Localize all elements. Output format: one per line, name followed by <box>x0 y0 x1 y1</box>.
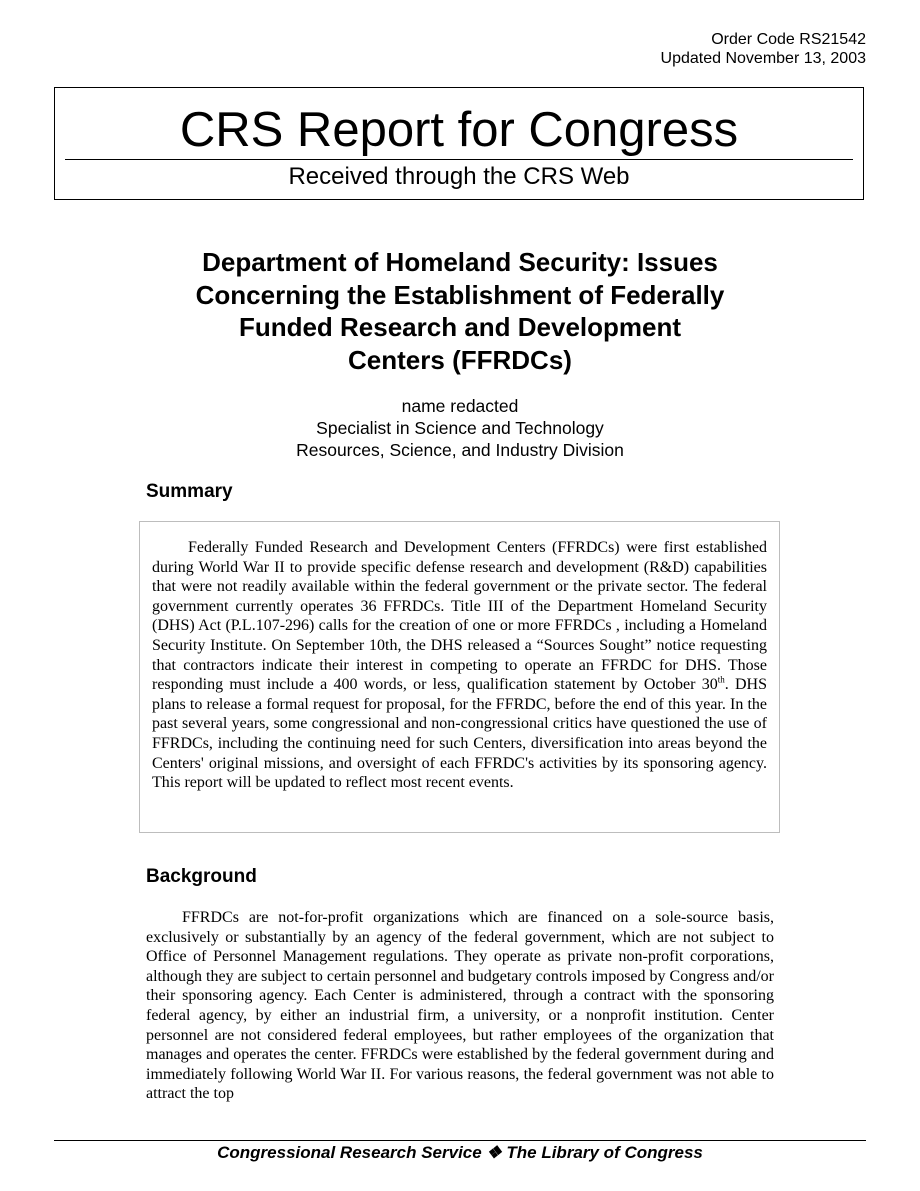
banner-divider <box>65 159 853 160</box>
author-title: Specialist in Science and Technology <box>316 418 604 438</box>
author-block <box>0 395 920 461</box>
footer-text: Congressional Research Service ❖ The Library of Congress <box>217 1143 703 1162</box>
footer-divider <box>54 1140 866 1141</box>
title-line: Concerning the Establishment of Federally <box>195 279 725 310</box>
background-section <box>146 908 774 1104</box>
author-division: Resources, Science, and Industry Division <box>296 440 624 460</box>
banner-subtitle: Received through the CRS Web <box>288 163 630 190</box>
summary-superscript: th <box>717 674 725 685</box>
title-line: Funded Research and Development <box>238 312 682 342</box>
title-line: Centers (FFRDCs) <box>348 344 572 375</box>
background-heading: Background <box>146 866 257 887</box>
order-code: Order Code RS21542 <box>711 31 866 48</box>
summary-paragraph <box>152 538 767 793</box>
summary-text-before: Federally Funded Research and Development Centers (FFRDCs) were first established during World War II to provide specific defense research and development (R&D) capabilities that were not readily available within the federal government or the private sector. The federal government currently operates 36 FFRDCs. Title III of the Department Homeland Security (DHS) Act (P.L.107-296) calls for the creation of one or more FFRDCs , including a Homeland Security Institute. On September 10th, the DHS released a “Sources Sought” notice requesting that contractors indicate their interest in competing to operate an FFRDC for DHS. Those responding must include a 400 words, or less, qualification statement by October 30 <box>152 539 767 694</box>
summary-heading: Summary <box>146 481 233 502</box>
banner-title: CRS Report for Congress <box>179 103 739 157</box>
updated-date: Updated November 13, 2003 <box>660 50 866 67</box>
author-name: name redacted <box>401 396 519 416</box>
crs-banner <box>54 87 864 200</box>
summary-text-after: . DHS plans to release a formal request for proposal, for the FFRDC, before the end of this year. In the past several years, some congressional and non-congressional critics have questioned the use of FFRDCs, including the continuing need for such Centers, diversification into areas beyond the Centers' original missions, and oversight of each FFRDC's activities by its sponsoring agency. This report will be updated to reflect most recent events. <box>152 676 767 792</box>
order-code-block <box>661 30 866 68</box>
background-paragraph: FFRDCs are not-for-profit organizations which are financed on a sole-source basis, exclusively or substantially by an agency of the federal government, which are not subject to Office of Personnel Management regulations. They operate as private non-profit corporations, although they are subject to certain personnel and budgetary controls imposed by Congress and/or their sponsoring agency. Each Center is administered, through a contract with the sponsoring federal agency, by either an industrial firm, a university, or a nonprofit institution. Center personnel are not considered federal employees, but rather employees of the organization that manages and operates the center. FFRDCs were established by the federal government during and immediately following World War II. For various reasons, the federal government was not able to attract the top <box>146 909 774 1103</box>
summary-box <box>139 521 780 833</box>
title-line: Department of Homeland Security: Issues <box>202 247 718 277</box>
report-title <box>140 246 780 376</box>
